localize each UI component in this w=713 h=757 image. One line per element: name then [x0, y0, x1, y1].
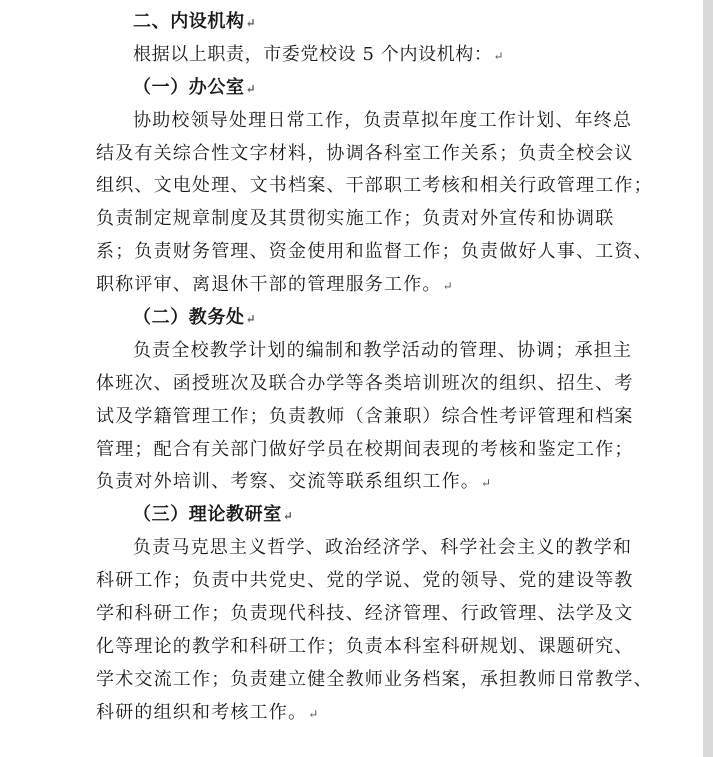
paragraph-line: 负责全校教学计划的编制和教学活动的管理、协调；承担主 [133, 339, 633, 361]
section-title [96, 6, 626, 39]
paragraph-line-last [96, 269, 626, 302]
paragraph-line: 协助校领导处理日常工作，负责草拟年度工作计划、年终总 [133, 109, 633, 131]
document-body [96, 6, 653, 730]
paragraph-line-last [96, 697, 626, 730]
section-heading-text: （二）教务处 [133, 307, 245, 329]
return-mark: ↵ [245, 81, 257, 96]
section-heading-text: （三）理论教研室 [133, 504, 282, 526]
paragraph-academic-affairs [96, 335, 634, 499]
paragraph-line: 科研工作；负责中共党史、党的学说、党的领导、党的建设等教 [96, 570, 634, 592]
section-title-text: 二、内设机构 [133, 11, 245, 32]
section-heading-text: （一）办公室 [133, 76, 245, 98]
return-mark: ↵ [245, 312, 257, 327]
paragraph-line-last [96, 466, 626, 499]
paragraph-line: 系；负责财务管理、资金使用和监督工作；负责做好人事、工资、 [96, 241, 653, 263]
return-mark: ↵ [493, 48, 505, 63]
section-heading-office [96, 72, 626, 105]
page-edge [703, 0, 713, 757]
paragraph-line: 组织、文电处理、文书档案、干部职工考核和相关行政管理工作； [96, 175, 653, 197]
return-mark: ↵ [245, 16, 257, 30]
paragraph-line: 体班次、函授班次及联合办学等各类培训班次的组织、招生、考 [96, 372, 634, 394]
paragraph-line: 学术交流工作；负责建立健全教师业务档案，承担教师日常教学、 [96, 668, 653, 690]
intro-text: 根据以上职责，市委党校设 5 个内设机构： [133, 43, 493, 65]
section-heading-academic-affairs [96, 302, 626, 335]
paragraph-line-text: 负责对外培训、考察、交流等联系组织工作。 [96, 471, 480, 493]
paragraph-line: 负责马克思主义哲学、政治经济学、科学社会主义的教学和 [133, 537, 633, 559]
paragraph-office [96, 105, 653, 302]
intro-line [96, 39, 626, 72]
paragraph-line: 负责制定规章制度及其贯彻实施工作；负责对外宣传和协调联 [96, 208, 615, 230]
paragraph-line: 管理；配合有关部门做好学员在校期间表现的考核和鉴定工作； [96, 438, 634, 460]
return-mark: ↵ [282, 509, 294, 524]
return-mark: ↵ [308, 706, 320, 721]
paragraph-line: 结及有关综合性文字材料，协调各科室工作关系；负责全校会议 [96, 142, 634, 164]
paragraph-theory-research [96, 532, 653, 729]
paragraph-line: 学和科研工作；负责现代科技、经济管理、行政管理、法学及文 [96, 603, 634, 625]
paragraph-line-text: 职称评审、离退休干部的管理服务工作。 [96, 274, 442, 296]
return-mark: ↵ [481, 476, 493, 491]
paragraph-line: 化等理论的教学和科研工作；负责本科室科研规划、课题研究、 [96, 635, 634, 657]
return-mark: ↵ [442, 279, 454, 294]
paragraph-line: 试及学籍管理工作；负责教师（含兼职）综合性考评管理和档案 [96, 405, 634, 427]
paragraph-line-text: 科研的组织和考核工作。 [96, 701, 308, 723]
section-heading-theory-research [96, 499, 626, 532]
